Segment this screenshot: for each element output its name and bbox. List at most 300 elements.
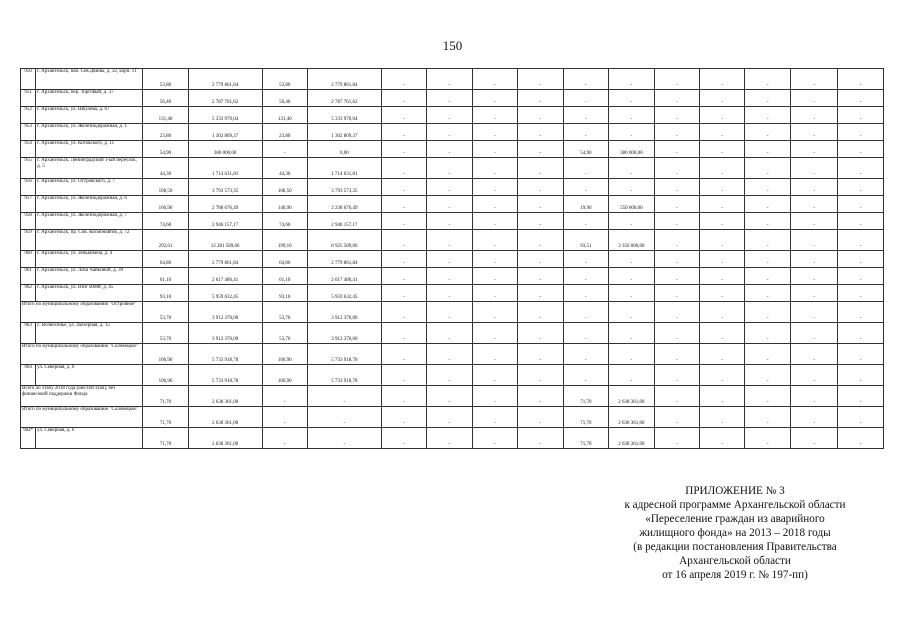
value-cell: 93,10 bbox=[262, 285, 307, 302]
value-cell: - bbox=[700, 141, 745, 158]
row-number: 956 bbox=[21, 179, 36, 196]
address-cell: г. Архангельск, ул. Железнодорожная, д. 6 bbox=[36, 196, 143, 213]
value-cell: 5 733 918,78 bbox=[188, 344, 262, 365]
value-cell: 61,10 bbox=[143, 268, 188, 285]
value-cell: - bbox=[563, 285, 608, 302]
value-cell: - bbox=[790, 158, 837, 179]
table-row bbox=[21, 323, 884, 344]
value-cell: - bbox=[790, 213, 837, 230]
summary-label: Итого по муниципальному образованию "Соловецкое" bbox=[21, 407, 143, 428]
value-cell: - bbox=[609, 124, 654, 141]
value-cell: - bbox=[790, 179, 837, 196]
value-cell: - bbox=[381, 428, 426, 449]
value-cell: - bbox=[790, 69, 837, 90]
value-cell: 53,80 bbox=[143, 69, 188, 90]
value-cell: - bbox=[700, 365, 745, 386]
value-cell: - bbox=[745, 158, 790, 179]
value-cell: 1 302 809,37 bbox=[307, 124, 381, 141]
row-number: 963 bbox=[21, 323, 36, 344]
value-cell: 292,61 bbox=[143, 230, 188, 251]
value-cell: - bbox=[518, 251, 563, 268]
value-cell: 1 302 809,37 bbox=[188, 124, 262, 141]
value-cell: 2 779 861,84 bbox=[188, 69, 262, 90]
value-cell: - bbox=[427, 344, 472, 365]
value-cell: - bbox=[381, 141, 426, 158]
value-cell: - bbox=[381, 158, 426, 179]
value-cell: - bbox=[838, 268, 884, 285]
value-cell: - bbox=[427, 107, 472, 124]
value-cell: 108,50 bbox=[262, 179, 307, 196]
table-row bbox=[21, 365, 884, 386]
appendix-note bbox=[590, 484, 880, 582]
value-cell: 56,40 bbox=[143, 90, 188, 107]
value-cell: - bbox=[700, 107, 745, 124]
address-cell: с. Вознесенье, ул. Заозерная, д. 15 bbox=[36, 323, 143, 344]
value-cell: - bbox=[518, 386, 563, 407]
value-cell: - bbox=[654, 268, 699, 285]
value-cell: - bbox=[381, 407, 426, 428]
value-cell: - bbox=[609, 158, 654, 179]
value-cell: 2 238 676,49 bbox=[307, 196, 381, 213]
value-cell: 5 733 918,78 bbox=[307, 365, 381, 386]
value-cell: - bbox=[654, 141, 699, 158]
appendix-line: к адресной программе Архангельской области bbox=[624, 499, 846, 511]
value-cell: - bbox=[427, 196, 472, 213]
row-number: 961 bbox=[21, 268, 36, 285]
table-row bbox=[21, 158, 884, 179]
value-cell: 53,80 bbox=[262, 69, 307, 90]
value-cell: - bbox=[518, 407, 563, 428]
value-cell: 131,40 bbox=[143, 107, 188, 124]
value-cell: - bbox=[427, 230, 472, 251]
value-cell: - bbox=[472, 230, 517, 251]
value-cell: - bbox=[700, 69, 745, 90]
value-cell: - bbox=[790, 124, 837, 141]
value-cell: 380 000,00 bbox=[609, 141, 654, 158]
page-number: 150 bbox=[442, 38, 463, 53]
value-cell: 550 000,00 bbox=[609, 196, 654, 213]
value-cell: - bbox=[472, 365, 517, 386]
value-cell: - bbox=[838, 428, 884, 449]
address-cell: г. Архангельск, ул. Островского, д. 7 bbox=[36, 179, 143, 196]
value-cell: - bbox=[654, 230, 699, 251]
value-cell: 2 779 861,84 bbox=[307, 69, 381, 90]
value-cell: 2 787 761,62 bbox=[188, 90, 262, 107]
value-cell: - bbox=[838, 90, 884, 107]
address-cell: г. Архангельск, ул. Железнодорожная, д. 1 bbox=[36, 124, 143, 141]
value-cell: - bbox=[563, 323, 608, 344]
value-cell: - bbox=[609, 90, 654, 107]
value-cell: 3 912 370,00 bbox=[307, 302, 381, 323]
value-cell: - bbox=[427, 285, 472, 302]
value-cell: 74,60 bbox=[143, 213, 188, 230]
value-cell: 5 733 918,78 bbox=[188, 365, 262, 386]
value-cell: - bbox=[745, 323, 790, 344]
value-cell: 3 912 370,00 bbox=[188, 323, 262, 344]
value-cell: - bbox=[472, 158, 517, 179]
address-cell: ул. Северная, д. 6 bbox=[36, 428, 143, 449]
value-cell: - bbox=[790, 428, 837, 449]
value-cell: 2 617 486,41 bbox=[188, 268, 262, 285]
table-row bbox=[21, 124, 884, 141]
row-number: 964* bbox=[21, 428, 36, 449]
value-cell: - bbox=[838, 213, 884, 230]
value-cell: 199,10 bbox=[262, 230, 307, 251]
value-cell: - bbox=[427, 158, 472, 179]
value-cell: - bbox=[609, 268, 654, 285]
value-cell: 2 787 761,62 bbox=[307, 90, 381, 107]
value-cell: - bbox=[838, 107, 884, 124]
table-body bbox=[21, 69, 884, 449]
value-cell: - bbox=[472, 107, 517, 124]
value-cell: - bbox=[518, 124, 563, 141]
value-cell: 8 925 589,06 bbox=[307, 230, 381, 251]
table-row bbox=[21, 141, 884, 158]
value-cell: - bbox=[381, 90, 426, 107]
value-cell: 2 638 361,00 bbox=[609, 407, 654, 428]
value-cell: - bbox=[518, 268, 563, 285]
value-cell: - bbox=[518, 285, 563, 302]
value-cell: - bbox=[654, 107, 699, 124]
value-cell: - bbox=[838, 251, 884, 268]
table-row bbox=[21, 107, 884, 124]
value-cell: - bbox=[381, 251, 426, 268]
value-cell: - bbox=[518, 323, 563, 344]
value-cell: - bbox=[427, 213, 472, 230]
value-cell: - bbox=[700, 213, 745, 230]
value-cell: 5 733 918,78 bbox=[307, 344, 381, 365]
value-cell: - bbox=[790, 365, 837, 386]
value-cell: - bbox=[518, 107, 563, 124]
address-cell: г. Архангельск, наб. Сев.Двины, д. 32, корп. 11 bbox=[36, 69, 143, 90]
value-cell: - bbox=[563, 107, 608, 124]
value-cell: - bbox=[472, 386, 517, 407]
value-cell: - bbox=[427, 407, 472, 428]
value-cell: 53,70 bbox=[143, 302, 188, 323]
value-cell: 64,80 bbox=[262, 251, 307, 268]
value-cell: - bbox=[472, 285, 517, 302]
value-cell: - bbox=[790, 230, 837, 251]
value-cell: - bbox=[427, 268, 472, 285]
value-cell: 5 959 632,45 bbox=[307, 285, 381, 302]
value-cell: 23,80 bbox=[262, 124, 307, 141]
summary-label: Итого по муниципальному образованию "Островное" bbox=[21, 302, 143, 323]
value-cell: 106,90 bbox=[143, 344, 188, 365]
value-cell: - bbox=[745, 428, 790, 449]
value-cell: - bbox=[427, 124, 472, 141]
value-cell: - bbox=[700, 344, 745, 365]
value-cell: - bbox=[654, 196, 699, 213]
value-cell: - bbox=[427, 323, 472, 344]
value-cell: - bbox=[745, 230, 790, 251]
value-cell: 12 281 589,06 bbox=[188, 230, 262, 251]
value-cell: - bbox=[700, 90, 745, 107]
value-cell: 71,70 bbox=[563, 407, 608, 428]
value-cell: - bbox=[700, 407, 745, 428]
value-cell: - bbox=[654, 285, 699, 302]
value-cell: 71,70 bbox=[563, 428, 608, 449]
value-cell: 71,70 bbox=[563, 386, 608, 407]
value-cell: 23,80 bbox=[143, 124, 188, 141]
value-cell: - bbox=[427, 251, 472, 268]
value-cell: 2 617 486,41 bbox=[307, 268, 381, 285]
value-cell: 380 000,00 bbox=[188, 141, 262, 158]
value-cell: - bbox=[838, 302, 884, 323]
value-cell: - bbox=[307, 407, 381, 428]
value-cell: 3 912 370,00 bbox=[188, 302, 262, 323]
address-cell: г. Архангельск, ул. Лиза Чайкиной, д. 39 bbox=[36, 268, 143, 285]
value-cell: - bbox=[563, 268, 608, 285]
value-cell: 106,90 bbox=[262, 365, 307, 386]
value-cell: - bbox=[838, 158, 884, 179]
value-cell: - bbox=[518, 179, 563, 196]
row-number: 962 bbox=[21, 285, 36, 302]
value-cell: - bbox=[790, 323, 837, 344]
value-cell: - bbox=[745, 365, 790, 386]
row-number: 957 bbox=[21, 196, 36, 213]
value-cell: - bbox=[381, 196, 426, 213]
value-cell: 2 638 361,00 bbox=[609, 428, 654, 449]
value-cell: - bbox=[700, 158, 745, 179]
row-number: 960 bbox=[21, 251, 36, 268]
value-cell: - bbox=[472, 428, 517, 449]
address-cell: г. Архангельск, ул. Шкулёва, д. 67 bbox=[36, 107, 143, 124]
value-cell: - bbox=[654, 158, 699, 179]
value-cell: - bbox=[518, 196, 563, 213]
value-cell: - bbox=[654, 90, 699, 107]
value-cell: - bbox=[381, 179, 426, 196]
value-cell: - bbox=[518, 302, 563, 323]
value-cell: 2 779 861,84 bbox=[307, 251, 381, 268]
value-cell: - bbox=[790, 90, 837, 107]
value-cell: - bbox=[472, 251, 517, 268]
value-cell: 2 638 361,00 bbox=[188, 407, 262, 428]
value-cell: - bbox=[745, 407, 790, 428]
value-cell: - bbox=[654, 386, 699, 407]
address-cell: г. Архангельск, пр. Сов. Космонавтов, д. 72 bbox=[36, 230, 143, 251]
value-cell: 108,50 bbox=[143, 179, 188, 196]
value-cell: 2 946 157,17 bbox=[307, 213, 381, 230]
value-cell: - bbox=[381, 285, 426, 302]
value-cell: 3 912 370,00 bbox=[307, 323, 381, 344]
value-cell: - bbox=[790, 268, 837, 285]
summary-label: Всего по этапу 2018 года (шестой этап), без финансовой поддержки Фонда bbox=[21, 386, 143, 407]
address-cell: г. Архангельск, ул. Зеньковича, д. 4 bbox=[36, 251, 143, 268]
row-number: 959 bbox=[21, 230, 36, 251]
value-cell: - bbox=[427, 302, 472, 323]
value-cell: - bbox=[838, 230, 884, 251]
value-cell: - bbox=[745, 213, 790, 230]
value-cell: - bbox=[790, 386, 837, 407]
value-cell: 19,90 bbox=[563, 196, 608, 213]
appendix-line: жилищного фонда» на 2013 – 2018 годы bbox=[639, 527, 831, 539]
value-cell: - bbox=[563, 69, 608, 90]
value-cell: - bbox=[472, 90, 517, 107]
value-cell: 5 333 970,04 bbox=[188, 107, 262, 124]
value-cell: - bbox=[518, 90, 563, 107]
value-cell: 2 788 676,49 bbox=[188, 196, 262, 213]
value-cell: - bbox=[838, 124, 884, 141]
value-cell: - bbox=[838, 69, 884, 90]
value-cell: - bbox=[427, 179, 472, 196]
appendix-title: ПРИЛОЖЕНИЕ № 3 bbox=[685, 485, 785, 497]
value-cell: - bbox=[563, 302, 608, 323]
value-cell: 166,90 bbox=[143, 196, 188, 213]
value-cell: 2 638 361,00 bbox=[188, 428, 262, 449]
value-cell: 53,70 bbox=[143, 323, 188, 344]
value-cell: - bbox=[654, 365, 699, 386]
value-cell: - bbox=[262, 407, 307, 428]
value-cell: - bbox=[790, 407, 837, 428]
value-cell: - bbox=[745, 90, 790, 107]
value-cell: - bbox=[790, 196, 837, 213]
value-cell: 2 638 361,00 bbox=[609, 386, 654, 407]
value-cell: 3 793 573,35 bbox=[188, 179, 262, 196]
value-cell: 106,90 bbox=[143, 365, 188, 386]
address-cell: г. Архангельск, ул. Юнг ВМФ, д. 45 bbox=[36, 285, 143, 302]
value-cell: - bbox=[609, 365, 654, 386]
value-cell: - bbox=[472, 69, 517, 90]
value-cell: 74,60 bbox=[262, 213, 307, 230]
value-cell: - bbox=[518, 344, 563, 365]
value-cell: - bbox=[700, 386, 745, 407]
value-cell: - bbox=[472, 124, 517, 141]
row-number: 958 bbox=[21, 213, 36, 230]
value-cell: - bbox=[518, 141, 563, 158]
value-cell: 146,90 bbox=[262, 196, 307, 213]
table-row bbox=[21, 285, 884, 302]
value-cell: - bbox=[838, 179, 884, 196]
value-cell: - bbox=[563, 344, 608, 365]
value-cell: - bbox=[790, 302, 837, 323]
value-cell: - bbox=[790, 285, 837, 302]
value-cell: 1 714 631,81 bbox=[188, 158, 262, 179]
value-cell: - bbox=[472, 407, 517, 428]
value-cell: - bbox=[472, 196, 517, 213]
program-table-container bbox=[20, 68, 884, 449]
value-cell: - bbox=[609, 69, 654, 90]
value-cell: - bbox=[427, 69, 472, 90]
value-cell: - bbox=[307, 428, 381, 449]
value-cell: 3 793 573,35 bbox=[307, 179, 381, 196]
value-cell: 71,70 bbox=[143, 386, 188, 407]
value-cell: - bbox=[745, 124, 790, 141]
value-cell: - bbox=[307, 386, 381, 407]
value-cell: - bbox=[745, 386, 790, 407]
value-cell: 0,00 bbox=[307, 141, 381, 158]
value-cell: - bbox=[609, 107, 654, 124]
value-cell: - bbox=[654, 323, 699, 344]
value-cell: - bbox=[745, 344, 790, 365]
value-cell: - bbox=[262, 428, 307, 449]
value-cell: - bbox=[790, 141, 837, 158]
table-row bbox=[21, 230, 884, 251]
value-cell: - bbox=[790, 251, 837, 268]
value-cell: - bbox=[472, 268, 517, 285]
value-cell: - bbox=[427, 90, 472, 107]
value-cell: 44,30 bbox=[143, 158, 188, 179]
value-cell: - bbox=[381, 230, 426, 251]
value-cell: - bbox=[654, 179, 699, 196]
value-cell: 93,51 bbox=[563, 230, 608, 251]
value-cell: - bbox=[262, 386, 307, 407]
value-cell: - bbox=[518, 158, 563, 179]
value-cell: 5 333 970,04 bbox=[307, 107, 381, 124]
value-cell: - bbox=[838, 344, 884, 365]
value-cell: - bbox=[838, 365, 884, 386]
value-cell: - bbox=[381, 213, 426, 230]
value-cell: - bbox=[700, 196, 745, 213]
value-cell: - bbox=[381, 365, 426, 386]
value-cell: 71,70 bbox=[143, 428, 188, 449]
value-cell: 64,80 bbox=[143, 251, 188, 268]
value-cell: 53,70 bbox=[262, 302, 307, 323]
value-cell: - bbox=[563, 179, 608, 196]
row-number: 953 bbox=[21, 124, 36, 141]
value-cell: - bbox=[790, 344, 837, 365]
value-cell: - bbox=[700, 124, 745, 141]
value-cell: - bbox=[745, 69, 790, 90]
value-cell: 106,90 bbox=[262, 344, 307, 365]
value-cell: - bbox=[609, 323, 654, 344]
value-cell: - bbox=[472, 141, 517, 158]
value-cell: - bbox=[700, 251, 745, 268]
value-cell: - bbox=[518, 213, 563, 230]
value-cell: - bbox=[654, 251, 699, 268]
value-cell: - bbox=[563, 365, 608, 386]
value-cell: - bbox=[609, 285, 654, 302]
value-cell: - bbox=[654, 428, 699, 449]
value-cell: - bbox=[654, 407, 699, 428]
table-row bbox=[21, 90, 884, 107]
summary-row bbox=[21, 407, 884, 428]
value-cell: - bbox=[381, 107, 426, 124]
value-cell: - bbox=[700, 285, 745, 302]
row-number: 952 bbox=[21, 107, 36, 124]
value-cell: - bbox=[472, 323, 517, 344]
row-number: 951 bbox=[21, 90, 36, 107]
value-cell: - bbox=[838, 196, 884, 213]
value-cell: - bbox=[700, 179, 745, 196]
value-cell: - bbox=[381, 386, 426, 407]
address-cell: г. Архангельск, ул. Железнодорожная, д. 7 bbox=[36, 213, 143, 230]
value-cell: - bbox=[700, 268, 745, 285]
value-cell: 131,40 bbox=[262, 107, 307, 124]
value-cell: - bbox=[381, 302, 426, 323]
appendix-line: от 16 апреля 2019 г. № 197-пп) bbox=[662, 569, 808, 581]
value-cell: 53,70 bbox=[262, 323, 307, 344]
table-row bbox=[21, 69, 884, 90]
table-row bbox=[21, 213, 884, 230]
address-cell: ул. Северная, д. 6 bbox=[36, 365, 143, 386]
value-cell: 54,90 bbox=[563, 141, 608, 158]
value-cell: - bbox=[700, 230, 745, 251]
summary-row bbox=[21, 302, 884, 323]
value-cell: - bbox=[381, 323, 426, 344]
row-number: 955 bbox=[21, 158, 36, 179]
row-number: 964 bbox=[21, 365, 36, 386]
value-cell: - bbox=[700, 302, 745, 323]
value-cell: 2 638 361,00 bbox=[188, 386, 262, 407]
value-cell: - bbox=[381, 268, 426, 285]
table-row bbox=[21, 428, 884, 449]
row-number: 954 bbox=[21, 141, 36, 158]
program-table bbox=[20, 68, 884, 449]
value-cell: - bbox=[654, 213, 699, 230]
value-cell: - bbox=[609, 179, 654, 196]
value-cell: - bbox=[563, 213, 608, 230]
value-cell: - bbox=[427, 141, 472, 158]
